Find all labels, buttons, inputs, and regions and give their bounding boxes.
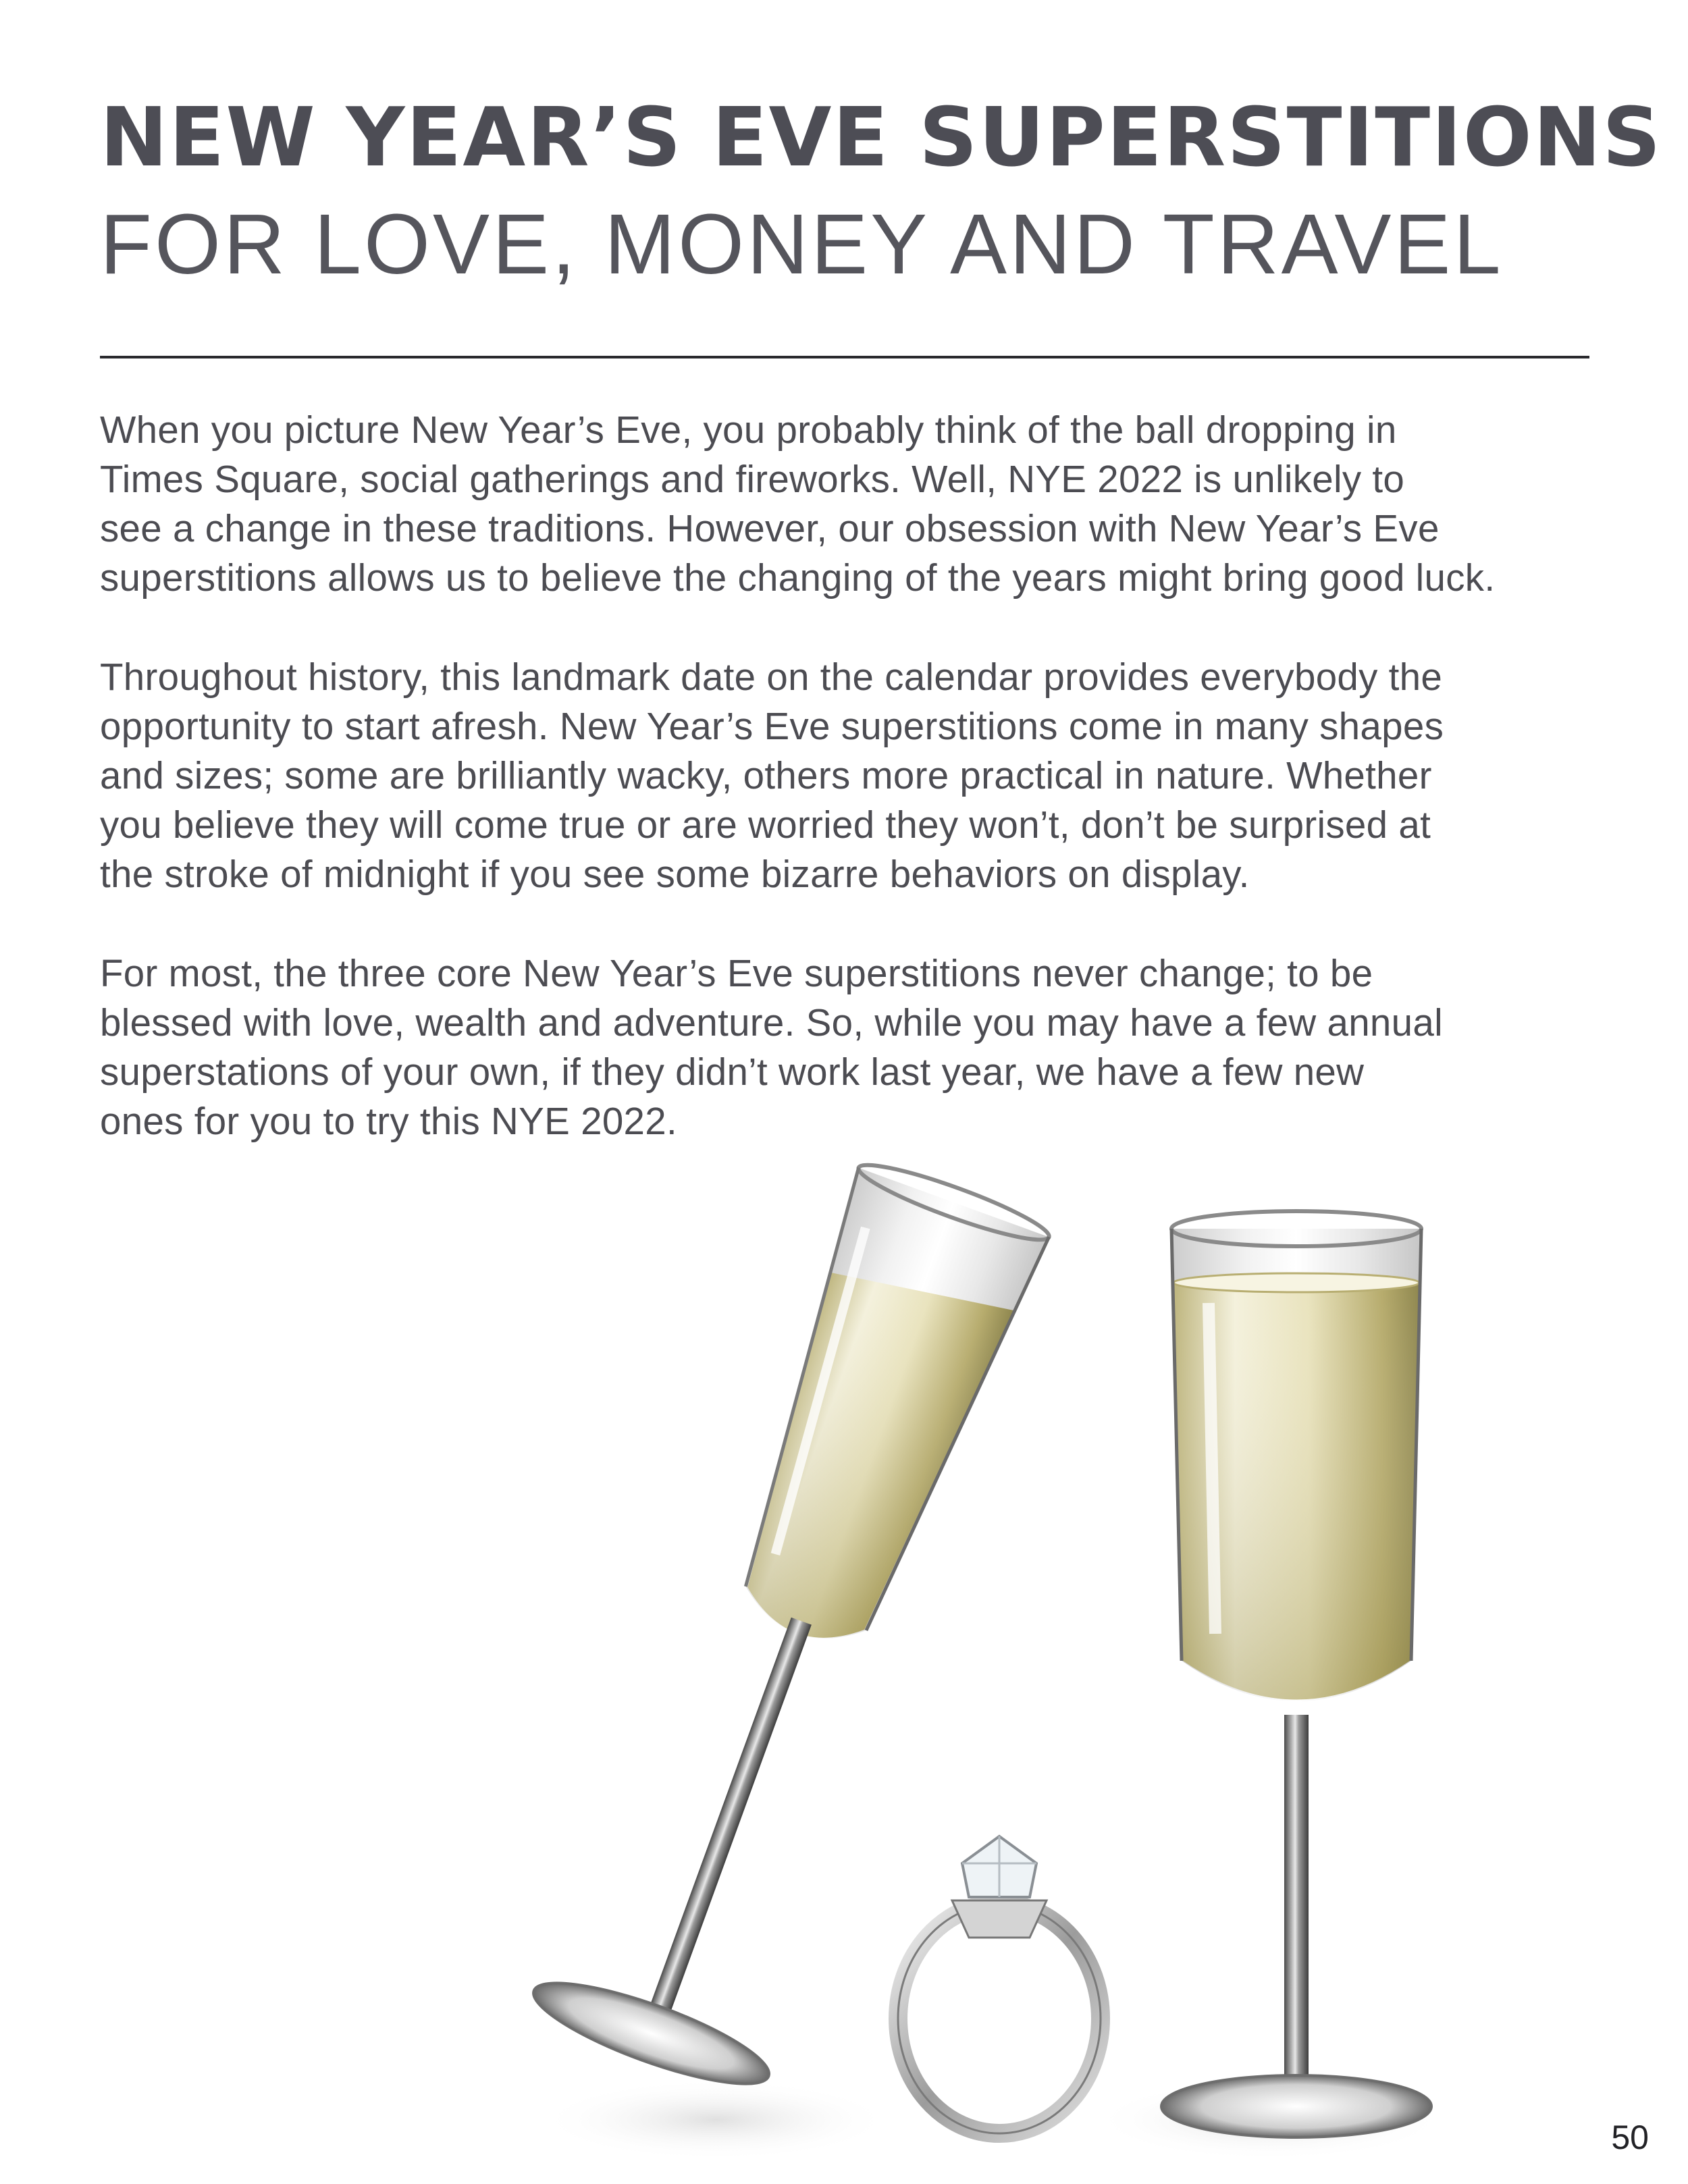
headline-line-1: NEW YEAR’S EVE SUPERSTITIONS bbox=[100, 91, 1662, 185]
headline-divider bbox=[100, 356, 1589, 358]
paragraph-3 bbox=[100, 949, 1612, 1146]
paragraph-line: superstitions allows us to believe the changing of the years might bring good luck. bbox=[100, 556, 1496, 599]
champagne-glasses-ring-image bbox=[500, 1148, 1553, 2184]
paragraph-line: blessed with love, wealth and adventure. So, while you may have a few annual bbox=[100, 1001, 1443, 1044]
headline-line-2: FOR LOVE, MONEY AND TRAVEL bbox=[100, 196, 1504, 292]
paragraph-line: see a change in these traditions. However, our obsession with New Year’s Eve bbox=[100, 507, 1440, 550]
paragraph-line: opportunity to start afresh. New Year’s Eve superstitions come in many shapes bbox=[100, 705, 1444, 747]
article-body bbox=[100, 405, 1612, 1196]
paragraph-line: When you picture New Year’s Eve, you probably think of the ball dropping in bbox=[100, 408, 1397, 451]
paragraph-line: Times Square, social gatherings and fireworks. Well, NYE 2022 is unlikely to bbox=[100, 458, 1405, 500]
paragraph-1 bbox=[100, 405, 1612, 602]
paragraph-2 bbox=[100, 652, 1612, 899]
paragraph-line: ones for you to try this NYE 2022. bbox=[100, 1100, 677, 1142]
paragraph-line: the stroke of midnight if you see some bizarre behaviors on display. bbox=[100, 853, 1250, 895]
paragraph-line: Throughout history, this landmark date on the calendar provides everybody the bbox=[100, 656, 1443, 698]
paragraph-line: you believe they will come true or are worried they won’t, don’t be surprised at bbox=[100, 803, 1431, 846]
page-headline bbox=[100, 88, 1662, 296]
paragraph-line: superstations of your own, if they didn’t work last year, we have a few new bbox=[100, 1050, 1365, 1093]
paragraph-line: and sizes; some are brilliantly wacky, others more practical in nature. Whether bbox=[100, 754, 1432, 797]
page-number: 50 bbox=[1611, 2119, 1649, 2156]
paragraph-line: For most, the three core New Year’s Eve superstitions never change; to be bbox=[100, 952, 1373, 994]
